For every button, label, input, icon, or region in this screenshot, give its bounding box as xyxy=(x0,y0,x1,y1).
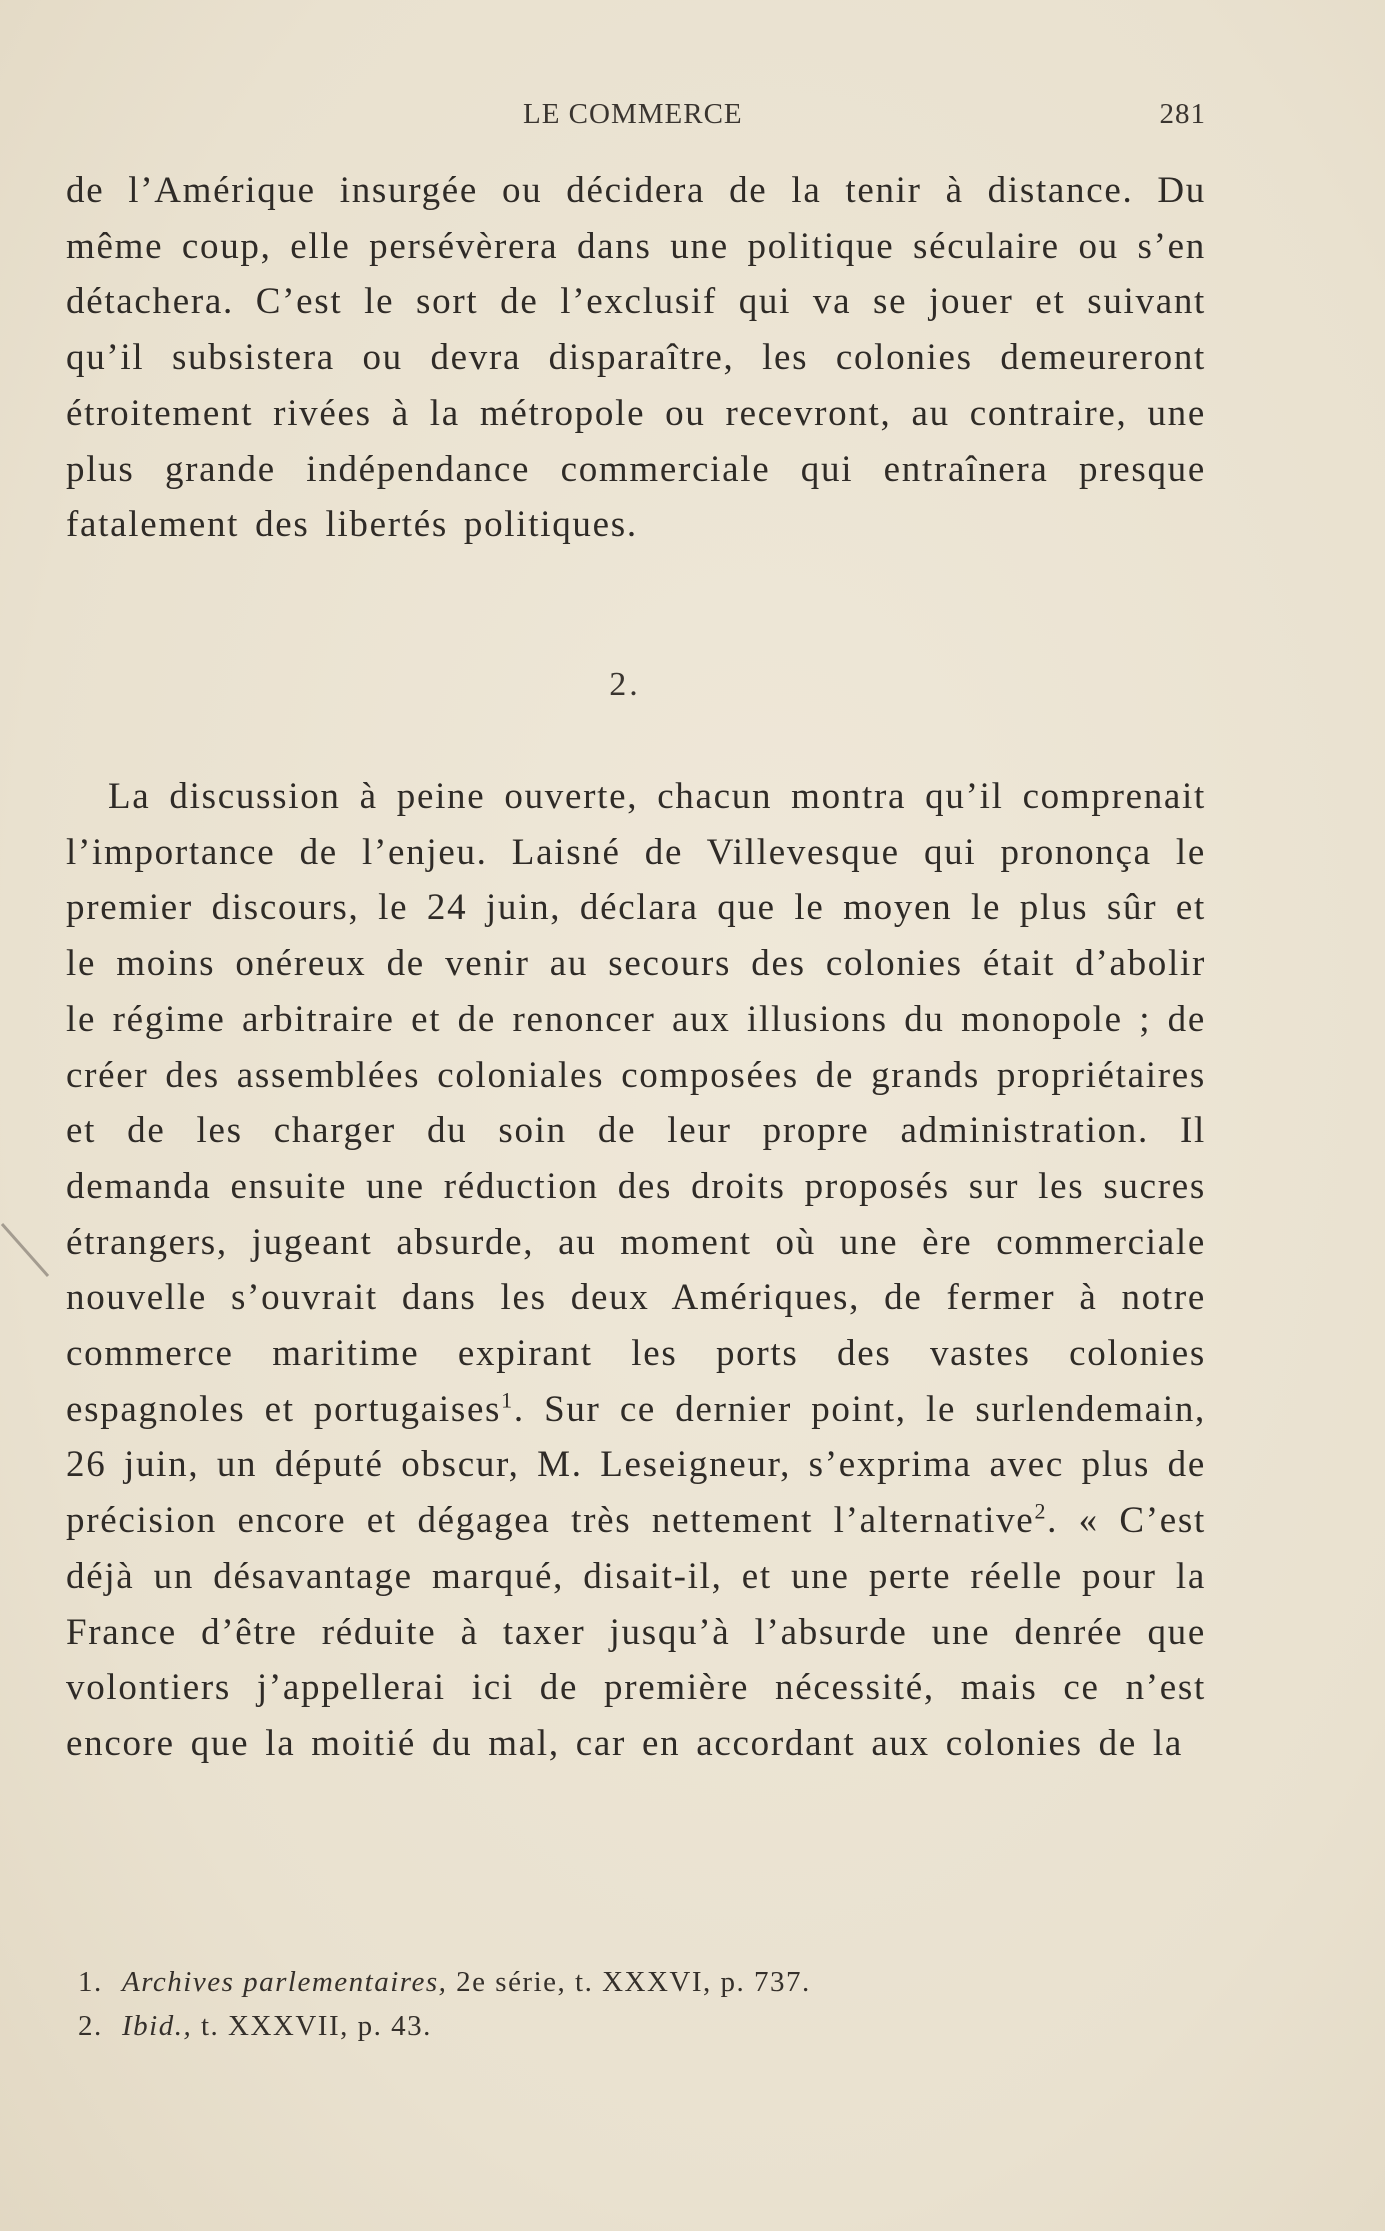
paragraph-2-part-3: . « C’est déjà un désavantage marqué, disait-il, et une perte réelle pour la France d’être réduite à taxer jusqu’à l’absurde une denrée que volontiers j’appellerai ici de première nécessité, mais ce n’est encore que la moitié du mal, car en accordant aux colonies de la xyxy=(66,1500,1206,1764)
footnote-2-source: Ibid., xyxy=(122,2010,193,2042)
page-header xyxy=(66,98,1206,138)
footnote-2-number: 2. xyxy=(78,2010,103,2042)
footnote-1-source: Archives parlementaires, xyxy=(122,1966,448,1998)
paragraph-1: de l’Amérique insurgée ou décidera de la tenir à distance. Du même coup, elle persévèrera dans une politique séculaire ou s’en détachera. C’est le sort de l’exclusif qui va se jouer et suivant qu’il subsistera ou devra disparaître, les colonies demeureront étroitement rivées à la métropole ou recevront, au contraire, une plus grande indépendance commerciale qui entraînera presque fatalement des libertés politiques. xyxy=(66,170,1206,546)
page-number: 281 xyxy=(1159,98,1206,130)
footnotes xyxy=(78,1960,1178,2048)
footnote-2-detail: t. XXXVII, p. 43. xyxy=(192,2010,432,2042)
footnote-1-detail: 2e série, t. XXXVI, p. 737. xyxy=(447,1966,811,1998)
footnote-2 xyxy=(78,2004,1178,2048)
margin-pencil-mark xyxy=(0,1218,60,1288)
paragraph-2 xyxy=(66,769,1206,1772)
footnote-ref-1[interactable]: 1 xyxy=(501,1387,514,1413)
running-title: LE COMMERCE xyxy=(523,98,743,130)
footnote-1 xyxy=(78,1960,1178,2004)
footnote-ref-2[interactable]: 2 xyxy=(1034,1498,1048,1524)
footnote-1-number: 1. xyxy=(78,1966,103,1998)
paragraph-2-part-1: La discussion à peine ouverte, chacun montra qu’il comprenait l’importance de l’enjeu. Laisné de Villevesque qui prononça le premier discours, le 24 juin, déclara que le moyen le plus sûr et le moins onéreux de venir au secours des colonies était d’abolir le régime arbitraire et de renoncer aux illusions du monopole ; de créer des assemblées coloniales composées de grands propriétaires et de les charger du soin de leur propre administration. Il demanda ensuite une réduction des droits proposés sur les sucres étrangers, jugeant absurde, au moment où une ère commerciale nouvelle s’ouvrait dans les deux Amériques, de fermer à notre commerce maritime expirant les ports des vastes colonies espagnoles et portugaises xyxy=(66,776,1206,1430)
paragraph-2-part-2: . Sur ce dernier point, le surlendemain, 26 juin, un député obscur, M. Leseigneur, s’exprima avec plus de précision encore et dégagea très nettement l’alternative xyxy=(66,1388,1206,1542)
section-number: 2. xyxy=(609,666,641,703)
